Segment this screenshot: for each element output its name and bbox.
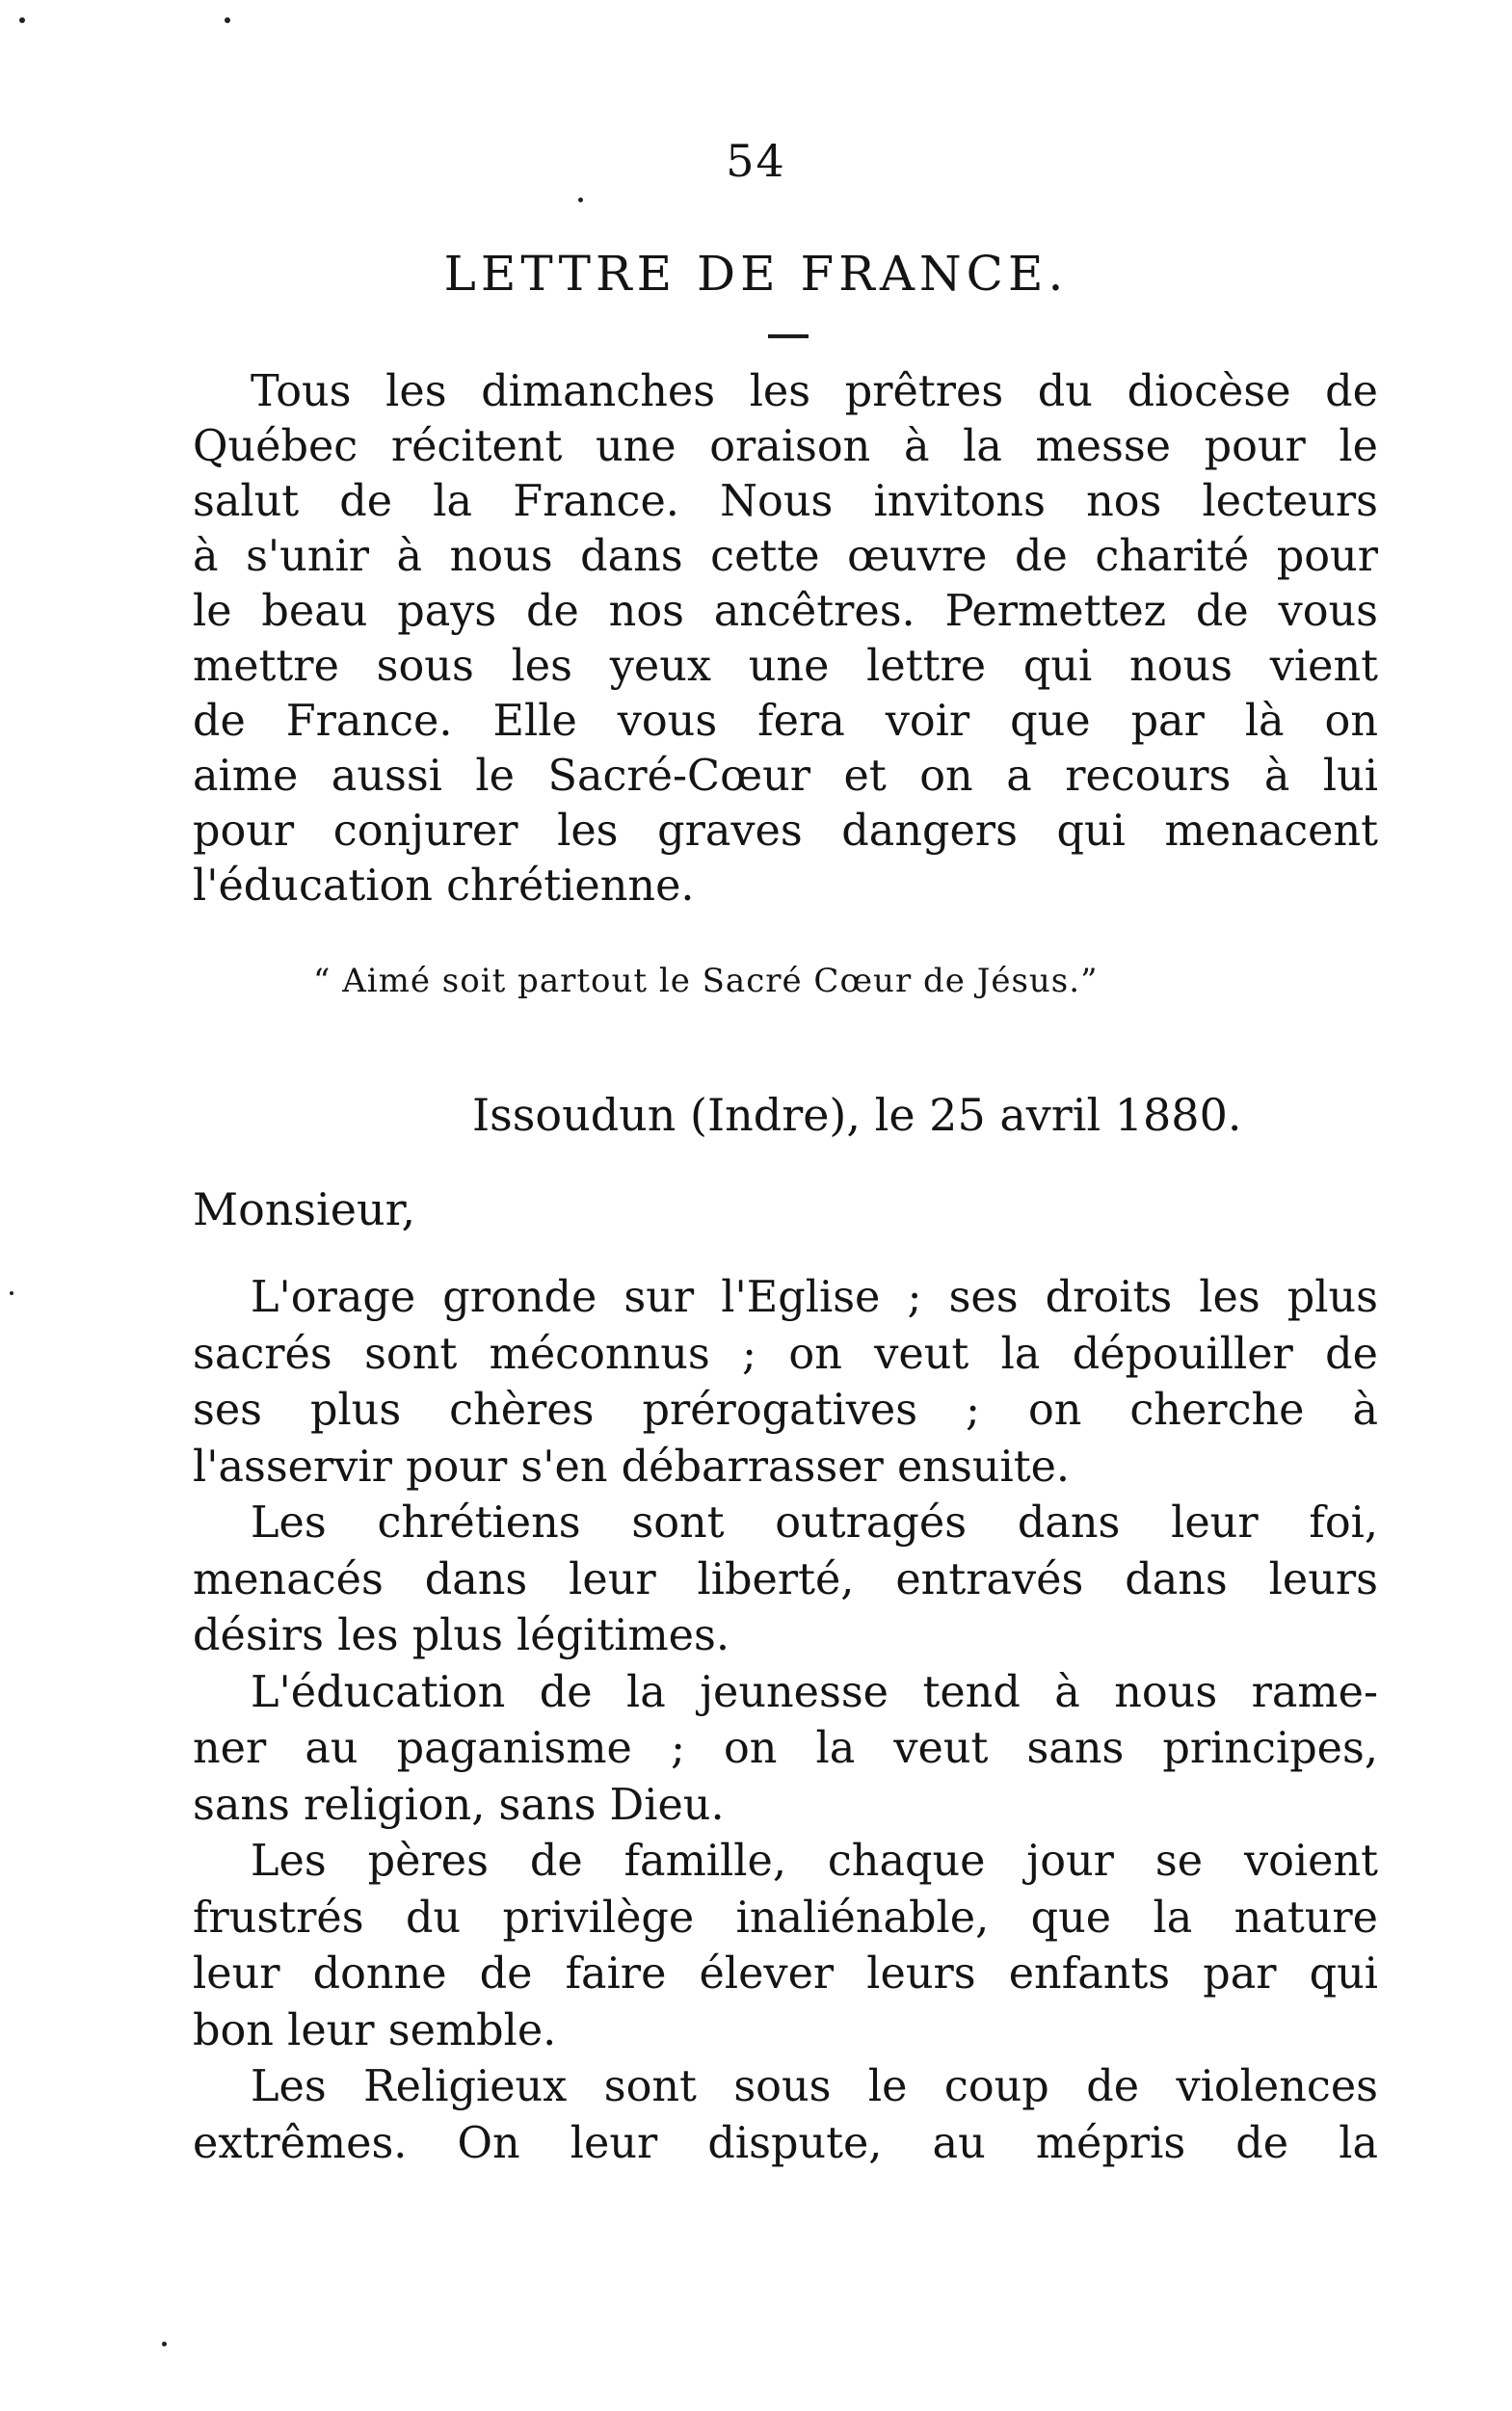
letter-line: sacrés sont méconnus ; on veut la dépouiller de: [193, 1329, 1378, 1379]
letter-body: [193, 1270, 1378, 2172]
letter-line: ner au paganisme ; on la veut sans principes,: [193, 1724, 1378, 1773]
ink-speck: [19, 17, 25, 23]
letter-line: désirs les plus légitimes.: [193, 1611, 729, 1660]
letter-line: leur donne de faire élever leurs enfants par qui: [193, 1949, 1378, 1999]
ink-speck: [578, 198, 583, 202]
intro-line: pour conjurer les graves dangers qui menacent: [193, 807, 1378, 856]
letter-line: L'orage gronde sur l'Eglise ; ses droits les plus: [251, 1273, 1378, 1322]
ink-speck: [162, 2342, 167, 2346]
intro-line: Tous les dimanches les prêtres du diocèse de: [251, 367, 1378, 416]
intro-line: l'éducation chrétienne.: [193, 861, 695, 911]
intro-paragraph: [193, 364, 1378, 914]
letter-line: sans religion, sans Dieu.: [193, 1780, 725, 1830]
page-number: 54: [726, 135, 786, 187]
title-rule: [768, 334, 809, 338]
intro-line: salut de la France. Nous invitons nos lecteurs: [193, 477, 1378, 526]
letter-line: menacés dans leur liberté, entravés dans leurs: [193, 1554, 1378, 1604]
letter-line: extrêmes. On leur dispute, au mépris de la: [193, 2118, 1378, 2168]
intro-line: à s'unir à nous dans cette œuvre de charité pour: [193, 532, 1378, 581]
article-title: LETTRE DE FRANCE.: [443, 246, 1069, 302]
letter-dateline: Issoudun (Indre), le 25 avril 1880.: [472, 1089, 1242, 1141]
intro-line: aime aussi le Sacré-Cœur et on a recours à lui: [193, 752, 1378, 801]
intro-line: mettre sous les yeux une lettre qui nous vient: [193, 642, 1378, 691]
letter-line: frustrés du privilège inaliénable, que la nature: [193, 1893, 1378, 1943]
ink-speck: [225, 17, 230, 23]
letter-line: ses plus chères prérogatives ; on cherche à: [193, 1386, 1378, 1435]
letter-line: l'asservir pour s'en débarrasser ensuite.: [193, 1442, 1071, 1492]
letter-line: Les chrétiens sont outragés dans leur foi,: [251, 1498, 1378, 1548]
intro-line: Québec récitent une oraison à la messe pour le: [193, 422, 1378, 471]
letter-line: L'éducation de la jeunesse tend à nous rame-: [251, 1667, 1378, 1717]
letter-line: bon leur semble.: [193, 2005, 557, 2055]
letter-line: Les Religieux sont sous le coup de violences: [251, 2062, 1378, 2111]
intro-line: de France. Elle vous fera voir que par là on: [193, 697, 1378, 746]
letter-salutation: Monsieur,: [193, 1183, 416, 1235]
intro-line: le beau pays de nos ancêtres. Permettez de vous: [193, 587, 1378, 636]
motto: “ Aimé soit partout le Sacré Cœur de Jésus.”: [313, 962, 1099, 1000]
letter-line: Les pères de famille, chaque jour se voient: [251, 1837, 1378, 1886]
ink-speck: [10, 1291, 13, 1295]
